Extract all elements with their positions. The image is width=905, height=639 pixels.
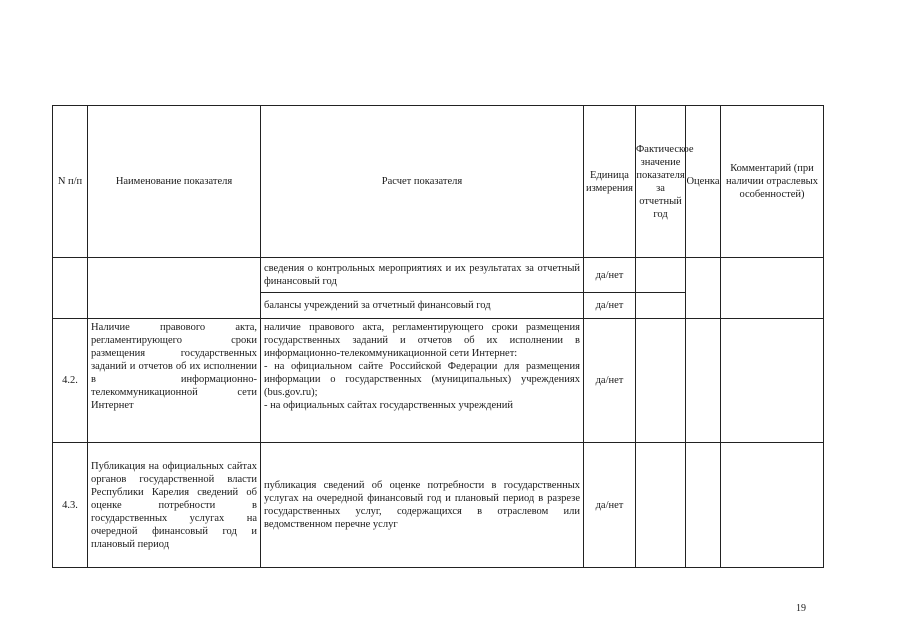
header-calc: Расчет показателя: [261, 106, 584, 258]
row-unit: да/нет: [584, 443, 636, 568]
indicators-table: [52, 105, 824, 568]
row-calc: наличие правового акта, регламентирующего сроки размещения государственных заданий и отчетов об их исполнении в информационно-телекоммуникационной сети Интернет: - на официальном сайте Российской Федерации для размещения информации о государственных (муниципальных) учреждениях (bus.gov.ru); - на официальных сайтах государственных учреждений: [261, 319, 584, 443]
table-row: [53, 258, 824, 293]
unit-cell: да/нет: [584, 293, 636, 319]
row-score: [686, 443, 721, 568]
row-num: 4.3.: [53, 443, 88, 568]
score-cell: [686, 258, 721, 319]
header-name: Наименование показателя: [88, 106, 261, 258]
row-calc: публикация сведений об оценке потребности в государственных услугах на очередной финансовый год и плановый период в разрезе государственных услуг, содержащихся в отраслевом или ведомственном перечне услуг: [261, 443, 584, 568]
unit-cell: да/нет: [584, 258, 636, 293]
row-comment: [721, 443, 824, 568]
row-name: Наличие правового акта, регламентирующего сроки размещения государственных заданий и отчетов об их исполнении в информационно-телекоммуникационной сети Интернет: [88, 319, 261, 443]
row-name: Публикация на официальных сайтах органов государственной власти Республики Карелия сведений об оценке потребности в государственных услугах на очередной финансовый год и плановый период: [88, 443, 261, 568]
calc-cell: сведения о контрольных мероприятиях и их результатах за отчетный финансовый год: [261, 258, 584, 293]
header-comment: Комментарий (при наличии отраслевых особенностей): [721, 106, 824, 258]
header-score: Оценка: [686, 106, 721, 258]
num-cell: [53, 258, 88, 319]
table-header-row: [53, 106, 824, 258]
name-cell: [88, 258, 261, 319]
table-row: [53, 319, 824, 443]
comment-cell: [721, 258, 824, 319]
table-row: [53, 443, 824, 568]
row-unit: да/нет: [584, 319, 636, 443]
header-unit: Единица измерения: [584, 106, 636, 258]
row-actual: [636, 319, 686, 443]
row-num: 4.2.: [53, 319, 88, 443]
row-actual: [636, 443, 686, 568]
actual-cell: [636, 258, 686, 293]
row-score: [686, 319, 721, 443]
header-actual: Фактическое значение показателя за отчетный год: [636, 106, 686, 258]
row-comment: [721, 319, 824, 443]
calc-cell: балансы учреждений за отчетный финансовый год: [261, 293, 584, 319]
header-num: N п/п: [53, 106, 88, 258]
page-number: 19: [796, 603, 806, 614]
actual-cell: [636, 293, 686, 319]
